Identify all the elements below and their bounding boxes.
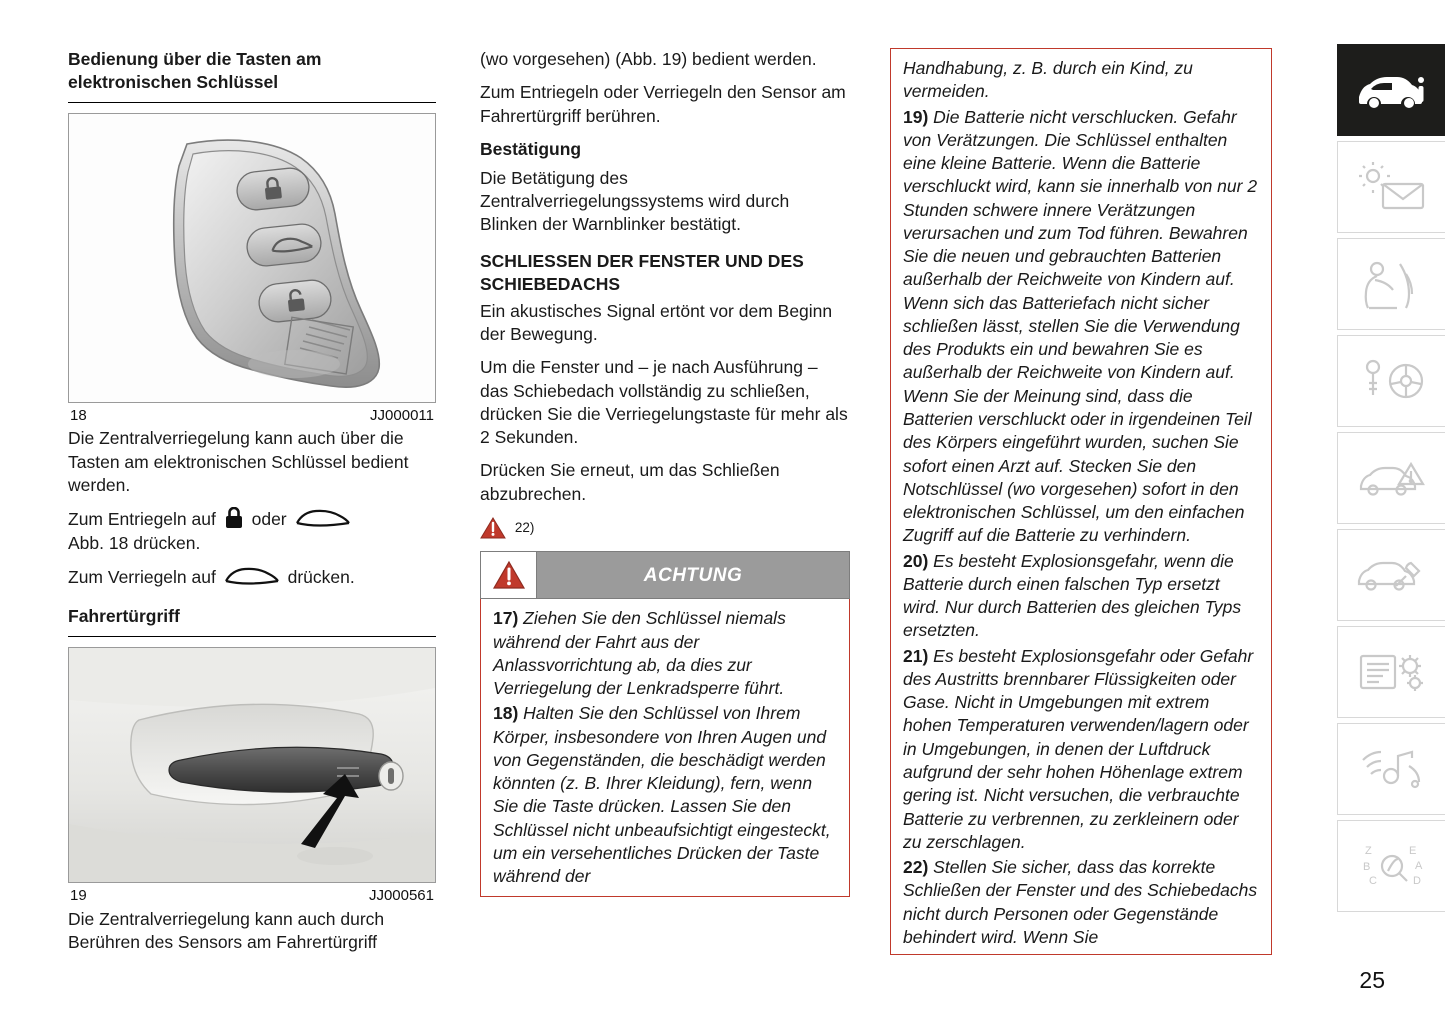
section-heading-door-handle: Fahrertürgriff xyxy=(68,606,180,627)
para-unlock-suffix: Abb. 18 drücken. xyxy=(68,532,201,553)
warning-note-18-number: 18) xyxy=(493,703,519,724)
sidebar-item-car-info[interactable] xyxy=(1337,44,1445,136)
figure-18-number: 18 xyxy=(70,406,87,424)
figure-18-key-fob xyxy=(68,113,436,403)
maintenance-icon xyxy=(1353,553,1431,597)
note-reference-22: 22) xyxy=(514,519,535,535)
figure-18-caption xyxy=(68,403,436,428)
warning-note-20-text: Es besteht Explosionsgefahr, wenn die Batterie durch einen falschen Typ ersetzt wird. Nur durch Batterien des gleichen Typs ersetzten. xyxy=(903,550,1242,641)
achtung-warning-icon xyxy=(481,552,537,598)
para-close-windows: Um die Fenster und – je nach Ausführung – das Schiebedach vollständig zu schließen, drücken Sie die Verriegelungstaste für mehr als 2 Sekunden. xyxy=(480,357,848,448)
para-acoustic-signal: Ein akustisches Signal ertönt vor dem Beginn der Bewegung. xyxy=(480,300,833,345)
warning-note-18 xyxy=(493,702,839,888)
warning-note-21-text: Es besteht Explosionsgefahr oder Gefahr des Austritts brennbarer Flüssigkeiten oder Gase. Nicht in Umgebungen mit extrem hohen Temperaturen verwenden/lagern oder in Umgebungen, in denen der Luftdruck aufgrund der sehr hohen Höhenlage extrem gering ist. Nicht versuchen, die verbrauchte Batterie zu verbrennen, zu zerkleinern oder zu zerschlagen. xyxy=(903,645,1254,852)
para-central-locking: Die Zentralverriegelung kann auch über die Tasten am elektronischen Schlüssel bedient werden. xyxy=(68,428,409,495)
svg-text:B: B xyxy=(1362,861,1370,873)
car-icon xyxy=(295,507,351,529)
figure-19-code: JJ000561 xyxy=(368,886,434,904)
warning-note-22-number: 22) xyxy=(903,857,929,878)
sidebar-item-warning-lights[interactable] xyxy=(1337,141,1445,233)
para-unlock xyxy=(68,507,436,555)
para-continuation: (wo vorgesehen) (Abb. 19) bedient werden. xyxy=(480,49,817,69)
warning-note-continuation: Handhabung, z. B. durch ein Kind, zu vermeiden. xyxy=(903,58,1193,102)
starting-and-driving-icon xyxy=(1353,357,1431,405)
warning-note-18-text: Halten Sie den Schlüssel von Ihrem Körper, insbesondere von Ihren Augen und von Gegenständen, die beschädigt werden könnten (z. B. Ihrer Kleidung), fern, wenn Sie die Taste drücken. Lassen Sie den Schlüssel nicht unbeaufsichtigt eingesteckt, um ein versehentliches Drücken der Taste während der xyxy=(493,703,831,887)
car-info-icon xyxy=(1353,67,1431,113)
warning-note-17-number: 17) xyxy=(493,608,519,629)
chapter-icon-rail xyxy=(1337,44,1445,917)
section-heading-confirmation: Bestätigung xyxy=(480,138,582,159)
warning-note-17-text: Ziehen Sie den Schlüssel niemals während der Fahrt aus der Anlassvorrichtung ab, da dies zur Verriegelung der Lenkradsperre führt. xyxy=(493,608,786,699)
warning-note-20-number: 20) xyxy=(903,550,929,571)
warning-note-19-text: Die Batterie nicht verschlucken. Gefahr von Verätzungen. Die Schlüssel enthalten eine kleine Batterie. Wenn die Batterie verschluckt wird, kann sie innerhalb von nur 2 Stunden schwere innere Verätzungen verursachen und zum Tod führen. Bewahren Sie die neuen und gebrauchten Batterien außerhalb der Reichweite von Kindern auf. Wenn sich das Batteriefach nicht sicher schließen lässt, stellen Sie die Verwendung des Produkts ein und bewahren Sie es außerhalb der Reichweite von Kindern auf. Wenn Sie der Meinung sind, dass die Batterien verschluckt oder in irgendeinen Teil des Körpers eingeführt wurden, suchen Sie sofort einen Arzt auf. Stecken Sie den Notschlüssel (wo vorgesehen) sofort in den elektronischen Schlüssel, um den einfachen Zugriff auf die Batterie zu verhindern. xyxy=(903,106,1258,546)
achtung-banner xyxy=(480,551,850,599)
section-heading-key-buttons: Bedienung über die Tasten am elektronischen Schlüssel xyxy=(68,49,322,92)
technical-specifications-icon xyxy=(1353,648,1431,696)
lock-icon xyxy=(224,507,244,529)
heading-divider xyxy=(68,102,436,103)
car-icon-2 xyxy=(224,565,280,587)
para-touch-sensor: Zum Entriegeln oder Verriegeln den Sensor am Fahrertürgriff berühren. xyxy=(480,82,846,126)
warning-note-22 xyxy=(903,856,1261,949)
sidebar-item-multimedia[interactable] xyxy=(1337,723,1445,815)
emergency-icon xyxy=(1353,454,1431,502)
warning-note-22-text: Stellen Sie sicher, dass das korrekte Schließen der Fenster und des Schiebedachs nicht durch Personen oder Gegenstände behindert wird. Wenn Sie xyxy=(903,857,1258,947)
sidebar-item-starting-driving[interactable] xyxy=(1337,335,1445,427)
occupant-safety-icon xyxy=(1353,258,1431,310)
warning-note-19-number: 19) xyxy=(903,106,929,127)
para-confirmation: Die Betätigung des Zentralverriegelungssystems wird durch Blinken der Warnblinker bestätigt. xyxy=(480,167,790,235)
sidebar-item-maintenance[interactable] xyxy=(1337,529,1445,621)
warning-notes-box-right xyxy=(890,48,1272,955)
page-number: 25 xyxy=(1359,967,1385,993)
svg-text:C: C xyxy=(1368,875,1377,887)
svg-text:D: D xyxy=(1412,875,1421,887)
svg-text:Z: Z xyxy=(1364,845,1372,857)
figure-19-number: 19 xyxy=(70,886,87,904)
warning-note-17 xyxy=(493,607,839,700)
warning-triangle-icon xyxy=(480,516,506,540)
sidebar-item-occupant-safety[interactable] xyxy=(1337,238,1445,330)
note-reference-line xyxy=(480,516,850,541)
key-fob-illustration xyxy=(69,114,435,402)
door-handle-illustration xyxy=(69,648,435,882)
para-unlock-mid: oder xyxy=(251,509,287,530)
heading-divider-2 xyxy=(68,636,436,637)
para-unlock-prefix: Zum Entriegeln auf xyxy=(68,509,216,530)
warning-note-20 xyxy=(903,550,1261,643)
warning-notes-box-middle xyxy=(480,599,850,897)
warning-note-21-number: 21) xyxy=(903,645,929,666)
svg-text:A: A xyxy=(1414,860,1422,872)
para-lock-prefix: Zum Verriegeln auf xyxy=(68,566,216,587)
para-cancel-close: Drücken Sie erneut, um das Schließen abzubrechen. xyxy=(480,460,780,504)
para-lock xyxy=(68,565,436,589)
column-left xyxy=(68,48,436,964)
alphabetical-index-icon xyxy=(1353,841,1431,891)
multimedia-icon xyxy=(1353,746,1431,792)
section-heading-closing-windows: SCHLIESSEN DER FENSTER UND DES SCHIEBEDACHS xyxy=(480,251,804,295)
figure-19-caption xyxy=(68,883,436,908)
achtung-label: ACHTUNG xyxy=(643,564,743,586)
figure-18-code: JJ000011 xyxy=(370,406,434,424)
figure-19-door-handle xyxy=(68,647,436,883)
dashboard-warning-lights-icon xyxy=(1353,162,1431,212)
warning-note-21 xyxy=(903,645,1261,854)
sidebar-item-emergency[interactable] xyxy=(1337,432,1445,524)
svg-text:E: E xyxy=(1408,845,1416,857)
sidebar-item-technical-specs[interactable] xyxy=(1337,626,1445,718)
para-lock-suffix: drücken. xyxy=(287,566,355,587)
warning-note-19 xyxy=(903,106,1261,548)
para-sensor: Die Zentralverriegelung kann auch durch Berühren des Sensors am Fahrertürgriff xyxy=(68,908,385,952)
sidebar-item-alphabetical-index[interactable] xyxy=(1337,820,1445,912)
column-middle xyxy=(480,48,850,897)
column-right xyxy=(890,48,1272,955)
